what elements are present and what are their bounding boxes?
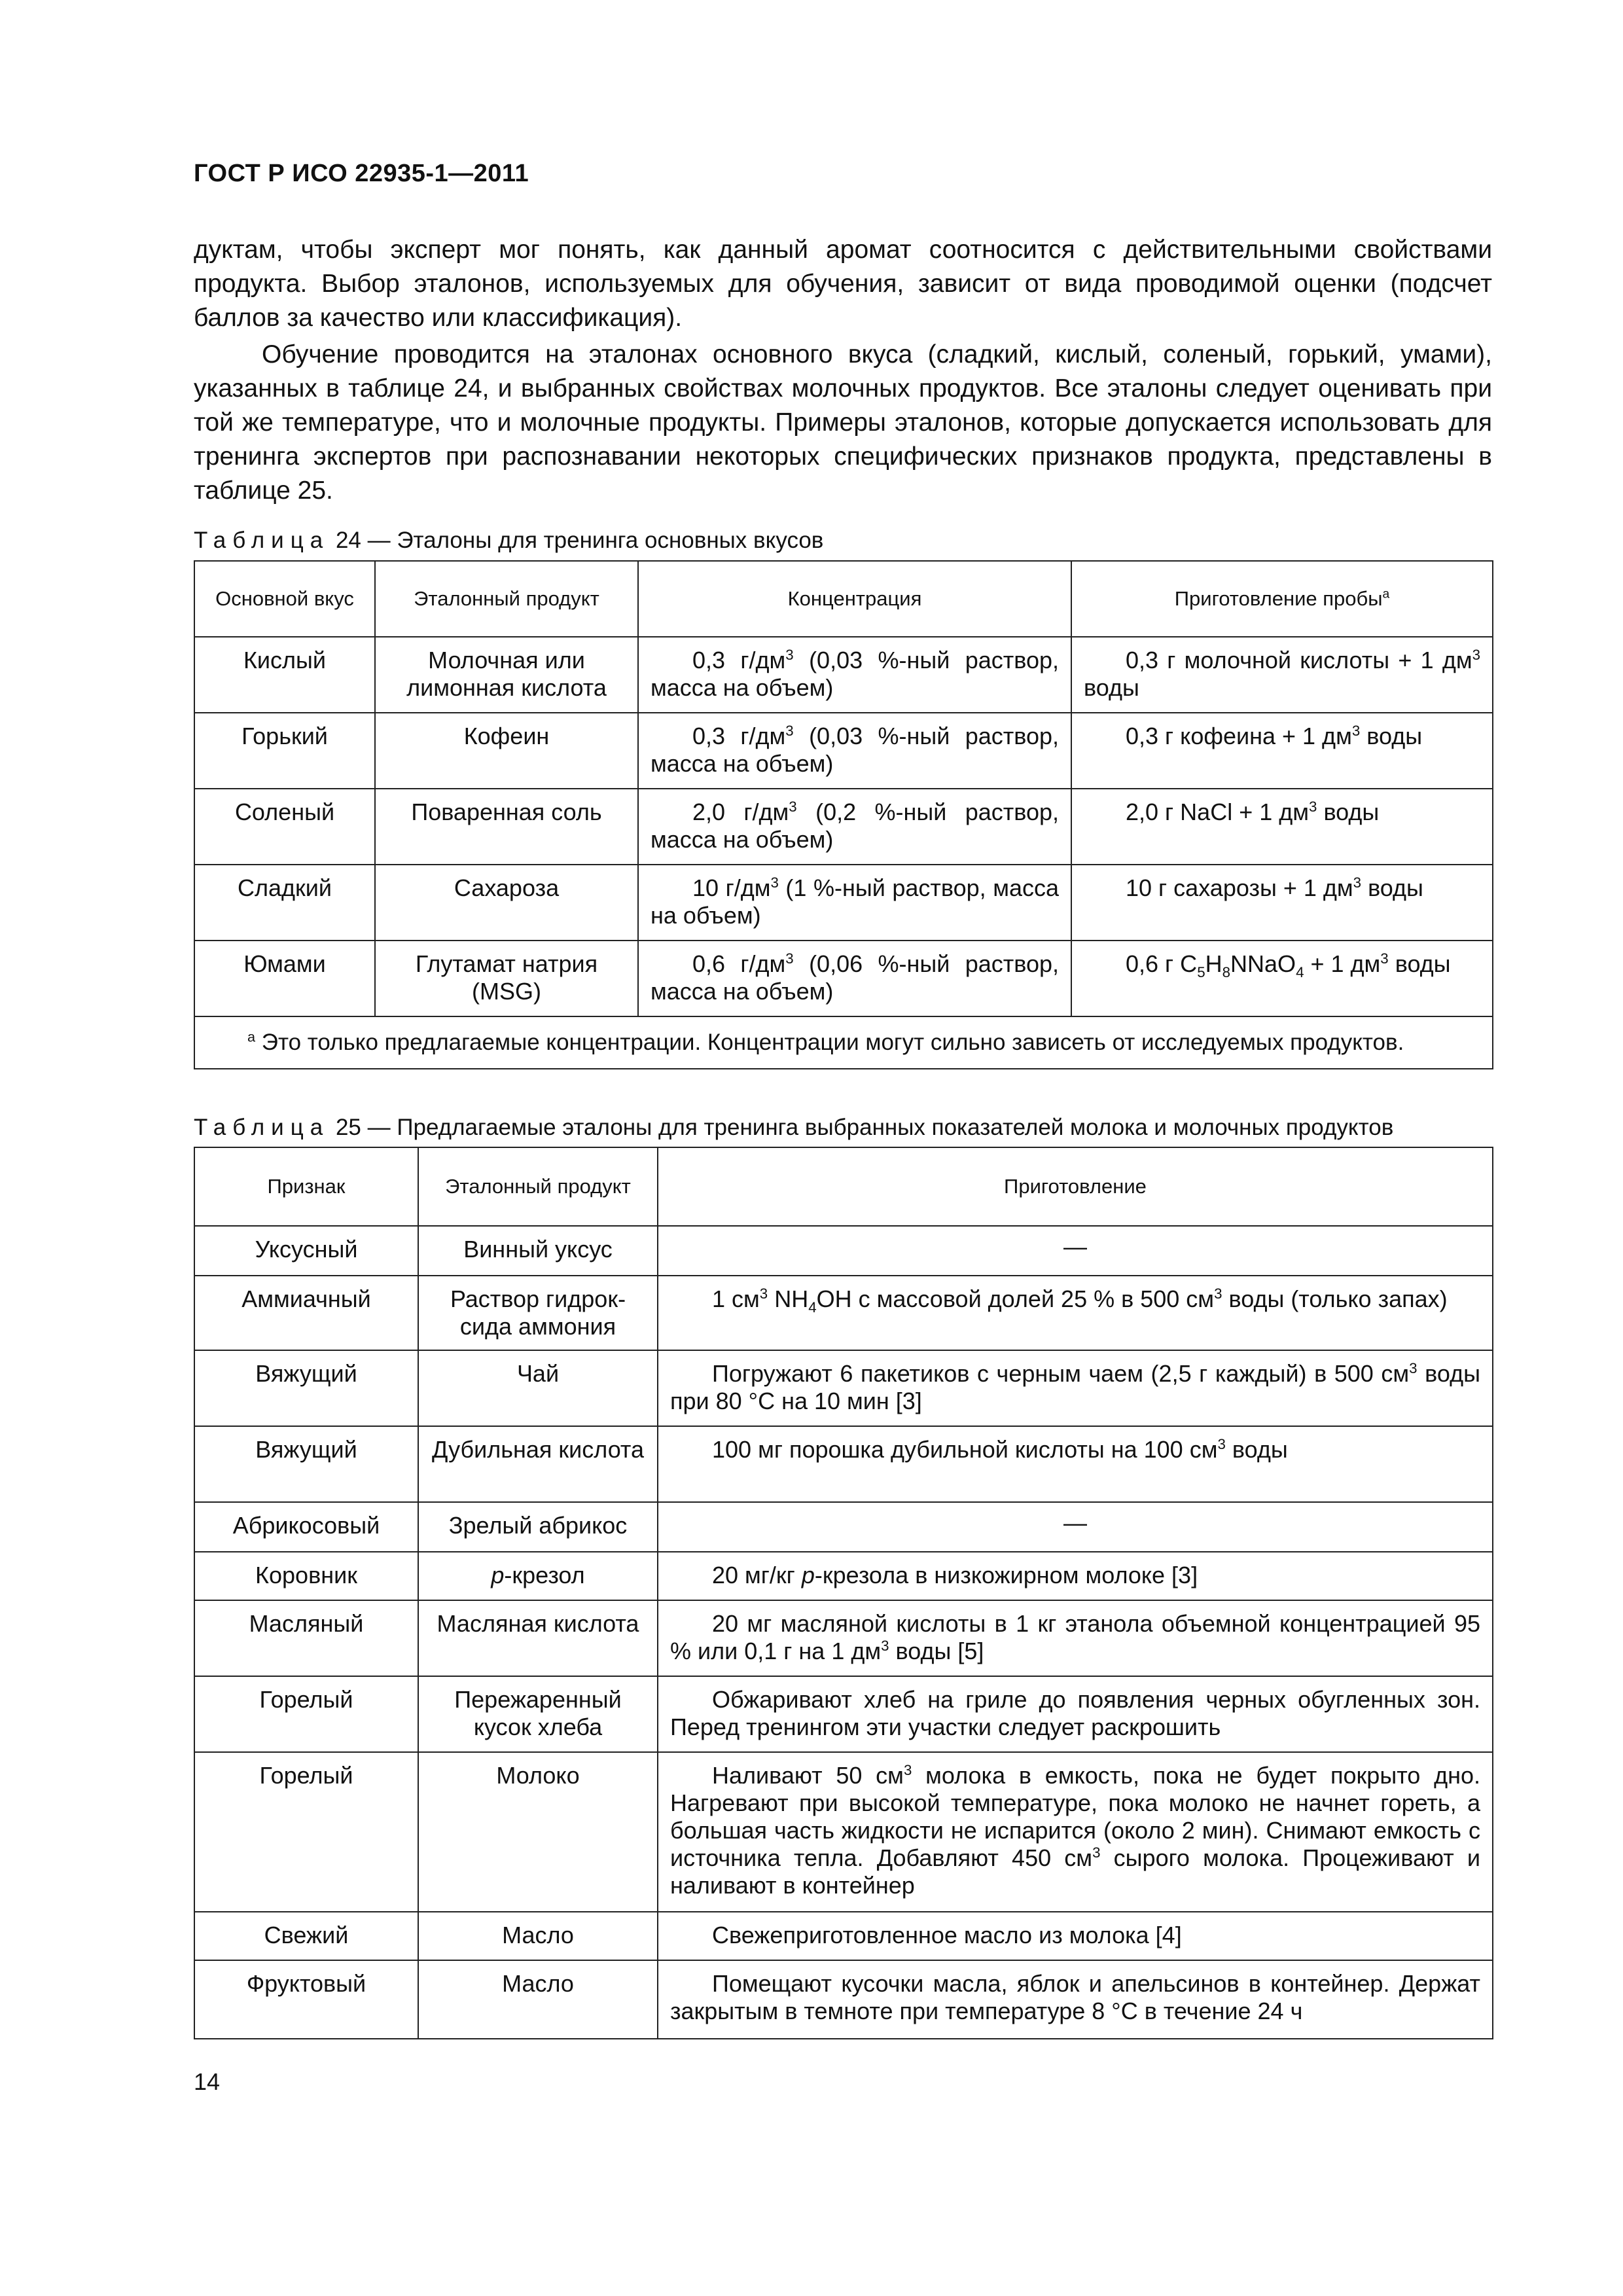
cell-concentration: 10 $г/дм^3$ (1 %-ный раствор, масса на объем): [638, 865, 1071, 941]
cell-product: Кофеин: [375, 713, 638, 789]
table-row: [194, 1912, 1493, 1960]
cell-taste: Юмами: [194, 941, 375, 1016]
cell-attribute: Абрикосовый: [194, 1502, 418, 1552]
cell-preparation: Погружают 6 пакетиков с черным чаем (2,5 г каждый) в 500 $см^3$ воды при 80 °С на 10 мин [3]: [658, 1350, 1493, 1426]
cell-concentration: 0,6 $г/дм^3$ (0,06 %-ный раствор, масса на объем): [638, 941, 1071, 1016]
cell-preparation: 20 мг масляной кислоты в 1 кг этанола объемной концентрацией 95 % или 0,1 г на 1 $дм^3$ воды [5]: [658, 1600, 1493, 1676]
cell-preparation: 10 г сахарозы + 1 $дм^3$ воды: [1071, 865, 1493, 941]
cell-concentration: 0,3 $г/дм^3$ (0,03 %-ный раствор, масса на объем): [638, 713, 1071, 789]
caption-text: 24 — Эталоны для тренинга основных вкусов: [335, 528, 824, 553]
cell-preparation: 2,0 г NaCl + 1 $дм^3$ воды: [1071, 789, 1493, 865]
cell-preparation: 1 $см^3$ $NH_4OH$ с массовой долей 25 % в 500 $см^3$ воды (только запах): [658, 1276, 1493, 1350]
cell-product: Молочная или лимонная кислота: [375, 637, 638, 713]
cell-product: p-крезол: [418, 1552, 658, 1600]
cell-attribute: Масляный: [194, 1600, 418, 1676]
cell-taste: Сладкий: [194, 865, 375, 941]
cell-preparation: 0,3 г кофеина + 1 $дм^3$ воды: [1071, 713, 1493, 789]
cell-attribute: Горелый: [194, 1676, 418, 1752]
table-row: [194, 1350, 1493, 1426]
paragraph-1: дуктам, чтобы эксперт мог понять, как данный аромат соотносится с действительными свойствами продукта. Выбор эталонов, используемых для обучения, зависит от вида проводимой оценки (подсчет баллов за качество или классификация).: [194, 236, 1492, 332]
table-row: [194, 1276, 1493, 1350]
table-24: [194, 560, 1493, 1069]
cell-preparation: 0,6 г $C_5H_8NNaO_4 + 1$ $дм^3$ воды: [1071, 941, 1493, 1016]
cell-product: Глутамат натрия (MSG): [375, 941, 638, 1016]
table-row: [194, 1226, 1493, 1276]
cell-preparation: 20 мг/кг p-крезола в низкожирном молоке [3]: [658, 1552, 1493, 1600]
cell-preparation: —: [658, 1226, 1493, 1276]
header-preparation: Приготовление: [658, 1147, 1493, 1226]
header-preparation: Приготовление пробы$^a$: [1071, 561, 1493, 637]
header-product: Эталонный продукт: [375, 561, 638, 637]
cell-product: Чай: [418, 1350, 658, 1426]
caption-word: Таблица: [194, 1115, 330, 1140]
table-25-caption: [194, 1115, 1393, 1141]
header-product: Эталонный продукт: [418, 1147, 658, 1226]
header-taste: Основной вкус: [194, 561, 375, 637]
cell-product: Раствор гидрок- сида аммония: [418, 1276, 658, 1350]
cell-taste: Горький: [194, 713, 375, 789]
cell-attribute: Уксусный: [194, 1226, 418, 1276]
cell-product: Молоко: [418, 1752, 658, 1912]
cell-product: Масло: [418, 1912, 658, 1960]
table-row: [194, 941, 1493, 1016]
table-row: [194, 789, 1493, 865]
cell-product: Поваренная соль: [375, 789, 638, 865]
cell-attribute: Вяжущий: [194, 1350, 418, 1426]
table-row: [194, 865, 1493, 941]
cell-attribute: Коровник: [194, 1552, 418, 1600]
cell-product: Зрелый абрикос: [418, 1502, 658, 1552]
cell-attribute: Свежий: [194, 1912, 418, 1960]
table-row: [194, 1600, 1493, 1676]
cell-preparation: —: [658, 1502, 1493, 1552]
table-row: [194, 1960, 1493, 2039]
cell-preparation: 100 мг порошка дубильной кислоты на 100 $см^3$ воды: [658, 1426, 1493, 1502]
caption-word: Таблица: [194, 528, 330, 553]
table-row: [194, 1552, 1493, 1600]
cell-preparation: Свежеприготовленное масло из молока [4]: [658, 1912, 1493, 1960]
cell-concentration: 2,0 $г/дм^3$ (0,2 %-ный раствор, масса на объем): [638, 789, 1071, 865]
page-number: 14: [194, 2068, 221, 2095]
paragraph-2: Обучение проводится на эталонах основного вкуса (сладкий, кислый, соленый, горький, умами), указанных в таблице 24, и выбранных свойствах молочных продуктов. Все эталоны следует оценивать при той же температуре, что и молочные продукты. Примеры эталонов, которые допускается использовать для тренинга экспертов при распознавании некоторых специфических признаков продукта, представлены в таблице 25.: [194, 340, 1492, 505]
table-row: [194, 713, 1493, 789]
cell-product: Пережаренный кусок хлеба: [418, 1676, 658, 1752]
cell-attribute: Аммиачный: [194, 1276, 418, 1350]
cell-concentration: 0,3 $г/дм^3$ (0,03 %-ный раствор, масса на объем): [638, 637, 1071, 713]
cell-product: Сахароза: [375, 865, 638, 941]
table-25: [194, 1147, 1493, 2039]
table-24-footnote: $^a$ Это только предлагаемые концентрации. Концентрации могут сильно зависеть от исследуемых продуктов.: [194, 1016, 1493, 1069]
header-concentration: Концентрация: [638, 561, 1071, 637]
cell-product: Дубильная кислота: [418, 1426, 658, 1502]
cell-preparation: Наливают 50 $см^3$ молока в емкость, пока не будет покрыто дно. Нагревают при высокой температуре, пока молоко не начнет гореть, а большая часть жидкости не испарится (около 2 мин). Снимают емкость с источника тепла. Добавляют 450 $см^3$ сырого молока. Процеживают и наливают в контейнер: [658, 1752, 1493, 1912]
cell-product: Масляная кислота: [418, 1600, 658, 1676]
table-row: [194, 1426, 1493, 1502]
cell-taste: Кислый: [194, 637, 375, 713]
cell-preparation: Обжаривают хлеб на гриле до появления черных обугленных зон. Перед тренингом эти участки следует раскрошить: [658, 1676, 1493, 1752]
cell-product: Винный уксус: [418, 1226, 658, 1276]
cell-attribute: Горелый: [194, 1752, 418, 1912]
cell-preparation: 0,3 г молочной кислоты + 1 $дм^3$ воды: [1071, 637, 1493, 713]
table-row: [194, 1502, 1493, 1552]
table-row: [194, 1752, 1493, 1912]
table-24-caption: [194, 528, 823, 554]
table-row: [194, 1676, 1493, 1752]
caption-text: 25 — Предлагаемые эталоны для тренинга выбранных показателей молока и молочных продуктов: [335, 1115, 1394, 1140]
header-attribute: Признак: [194, 1147, 418, 1226]
document-code-header: ГОСТ Р ИСО 22935-1—2011: [194, 160, 529, 187]
table-header-row: [194, 561, 1493, 637]
cell-attribute: Фруктовый: [194, 1960, 418, 2039]
cell-attribute: Вяжущий: [194, 1426, 418, 1502]
cell-product: Масло: [418, 1960, 658, 2039]
cell-taste: Соленый: [194, 789, 375, 865]
table-header-row: [194, 1147, 1493, 1226]
cell-preparation: Помещают кусочки масла, яблок и апельсинов в контейнер. Держат закрытым в темноте при температуре 8 °С в течение 24 ч: [658, 1960, 1493, 2039]
table-footnote-row: [194, 1016, 1493, 1069]
table-row: [194, 637, 1493, 713]
